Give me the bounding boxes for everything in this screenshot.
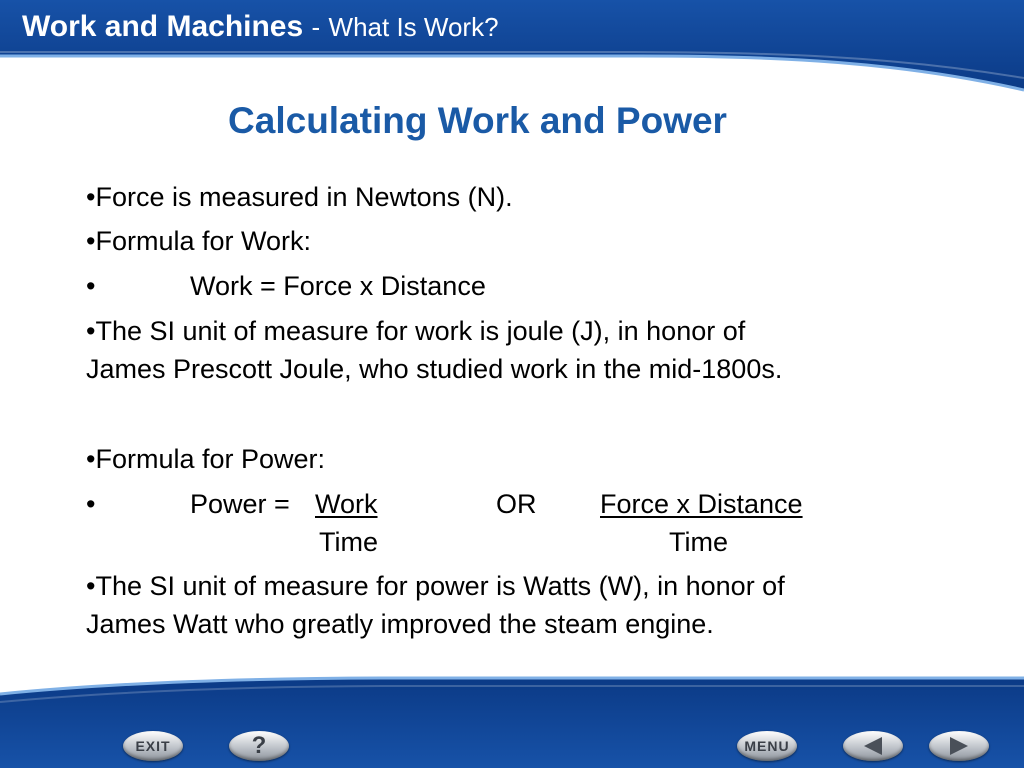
exit-button[interactable] (123, 731, 183, 761)
next-button[interactable] (929, 731, 989, 761)
work-equation: Work = Force x Distance (190, 271, 486, 301)
header-title-separator: - (311, 12, 321, 42)
menu-button-label: MENU (744, 738, 790, 754)
bullet-power-formula-label: •Formula for Power: (86, 444, 326, 474)
bullet-force: •Force is measured in Newtons (N). (86, 182, 513, 212)
joule-line-1: •The SI unit of measure for work is joule (J), in honor of (86, 316, 746, 346)
joule-line-2: James Prescott Joule, who studied work in the mid-1800s. (86, 354, 783, 384)
power-numerator-work: Work (315, 489, 378, 519)
watts-line-1: •The SI unit of measure for power is Watts (W), in honor of (86, 571, 785, 601)
work-equation-bullet: • (86, 271, 96, 301)
header-title-main: Work and Machines (22, 10, 304, 43)
help-button[interactable] (229, 731, 289, 761)
power-prefix: Power = (190, 489, 290, 519)
exit-button-label: EXIT (135, 738, 171, 754)
power-or: OR (496, 489, 537, 519)
right-arrow-icon (950, 737, 968, 755)
menu-button[interactable] (737, 731, 797, 761)
bullet-work-formula-label: •Formula for Work: (86, 226, 311, 256)
previous-button[interactable] (843, 731, 903, 761)
power-equation (86, 485, 886, 565)
power-denominator-time-2: Time (669, 527, 728, 557)
power-equation-bullet: • (86, 489, 96, 519)
help-button-label: ? (251, 732, 267, 759)
work-equation-line (86, 267, 586, 305)
header-title (22, 9, 499, 45)
power-denominator-time-1: Time (319, 527, 378, 557)
left-arrow-icon (864, 737, 882, 755)
watts-line-2: James Watt who greatly improved the steam engine. (86, 609, 714, 639)
header-title-sub: What Is Work? (328, 12, 499, 42)
power-numerator-force-distance: Force x Distance (600, 489, 803, 519)
slide-title: Calculating Work and Power (228, 100, 727, 141)
